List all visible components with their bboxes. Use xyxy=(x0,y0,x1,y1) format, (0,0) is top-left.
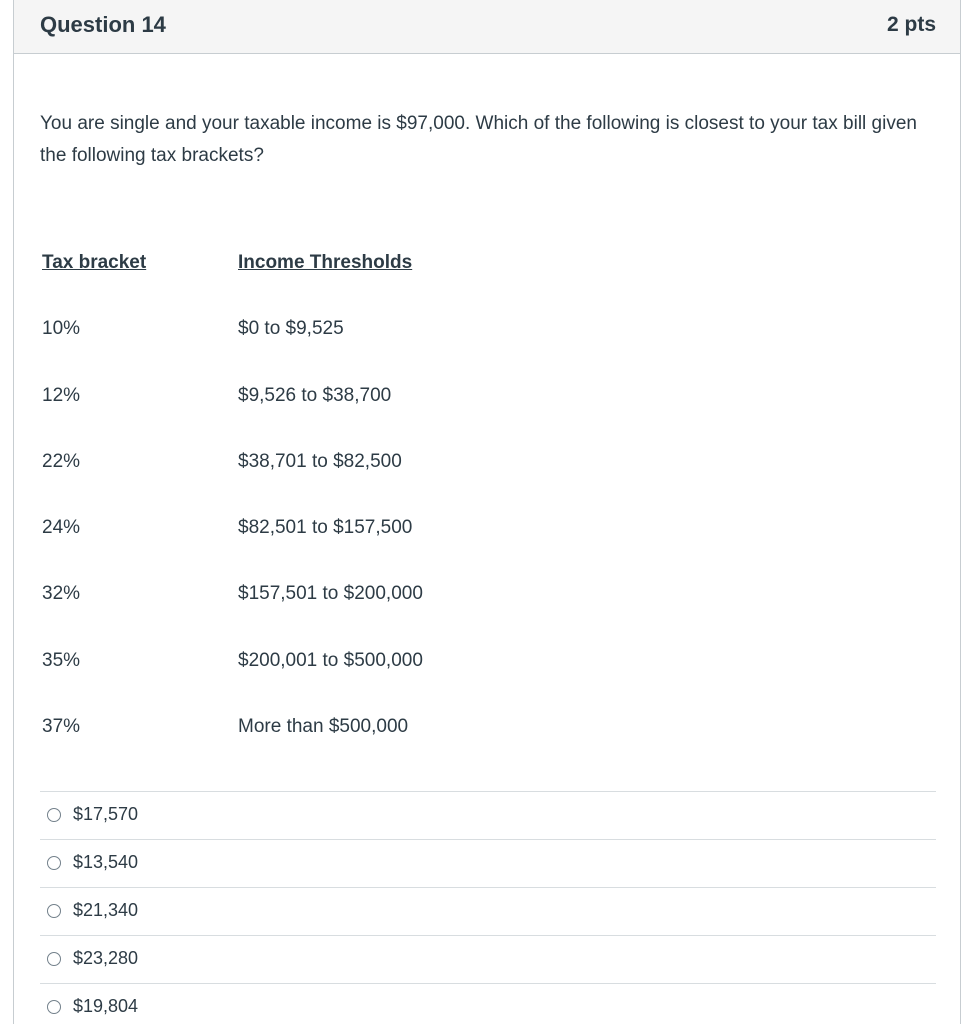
question-header xyxy=(14,0,960,54)
bracket-rate: 10% xyxy=(42,318,81,340)
question-points: 2 pts xyxy=(886,13,936,36)
question-title: Question 14 xyxy=(40,12,166,37)
answer-label[interactable]: $13,540 xyxy=(73,852,139,872)
answer-radio[interactable] xyxy=(47,1000,61,1014)
tax-bracket-table xyxy=(42,248,642,778)
table-header-row xyxy=(42,248,642,314)
bracket-rate: 32% xyxy=(42,583,81,605)
bracket-threshold: $9,526 to $38,700 xyxy=(238,384,392,406)
answer-radio[interactable] xyxy=(47,856,61,870)
table-row xyxy=(42,646,642,712)
bracket-rate: 37% xyxy=(42,716,81,738)
tax-bracket-header: Tax bracket xyxy=(42,252,147,273)
answer-radio[interactable] xyxy=(47,808,61,822)
bracket-rate: 35% xyxy=(42,649,81,671)
table-row xyxy=(42,513,642,579)
answer-label[interactable]: $19,804 xyxy=(73,996,139,1016)
answer-option[interactable] xyxy=(40,887,936,935)
bracket-threshold: $82,501 to $157,500 xyxy=(238,517,413,539)
bracket-threshold: $200,001 to $500,000 xyxy=(238,649,423,671)
answer-label[interactable]: $23,280 xyxy=(73,948,139,968)
answer-label[interactable]: $21,340 xyxy=(73,900,139,920)
answer-option[interactable] xyxy=(40,791,936,839)
table-row xyxy=(42,712,642,778)
income-thresholds-header: Income Thresholds xyxy=(238,252,413,273)
table-row xyxy=(42,447,642,513)
question-card xyxy=(13,0,961,1024)
question-text: You are single and your taxable income is $97,000. Which of the following is closest to your tax bill given the following tax brackets? xyxy=(40,113,917,166)
answer-radio[interactable] xyxy=(47,952,61,966)
table-row xyxy=(42,381,642,447)
answer-label[interactable]: $17,570 xyxy=(73,804,139,824)
bracket-threshold: More than $500,000 xyxy=(238,716,409,738)
bracket-threshold: $38,701 to $82,500 xyxy=(238,450,402,472)
answer-radio[interactable] xyxy=(47,904,61,918)
table-row xyxy=(42,579,642,645)
answer-option[interactable] xyxy=(40,935,936,983)
bracket-rate: 24% xyxy=(42,517,81,539)
bracket-rate: 22% xyxy=(42,450,81,472)
answer-option[interactable] xyxy=(40,839,936,887)
bracket-rate: 12% xyxy=(42,384,81,406)
bracket-threshold: $0 to $9,525 xyxy=(238,318,344,340)
table-row xyxy=(42,314,642,380)
bracket-threshold: $157,501 to $200,000 xyxy=(238,583,423,605)
answer-list xyxy=(40,791,936,1031)
